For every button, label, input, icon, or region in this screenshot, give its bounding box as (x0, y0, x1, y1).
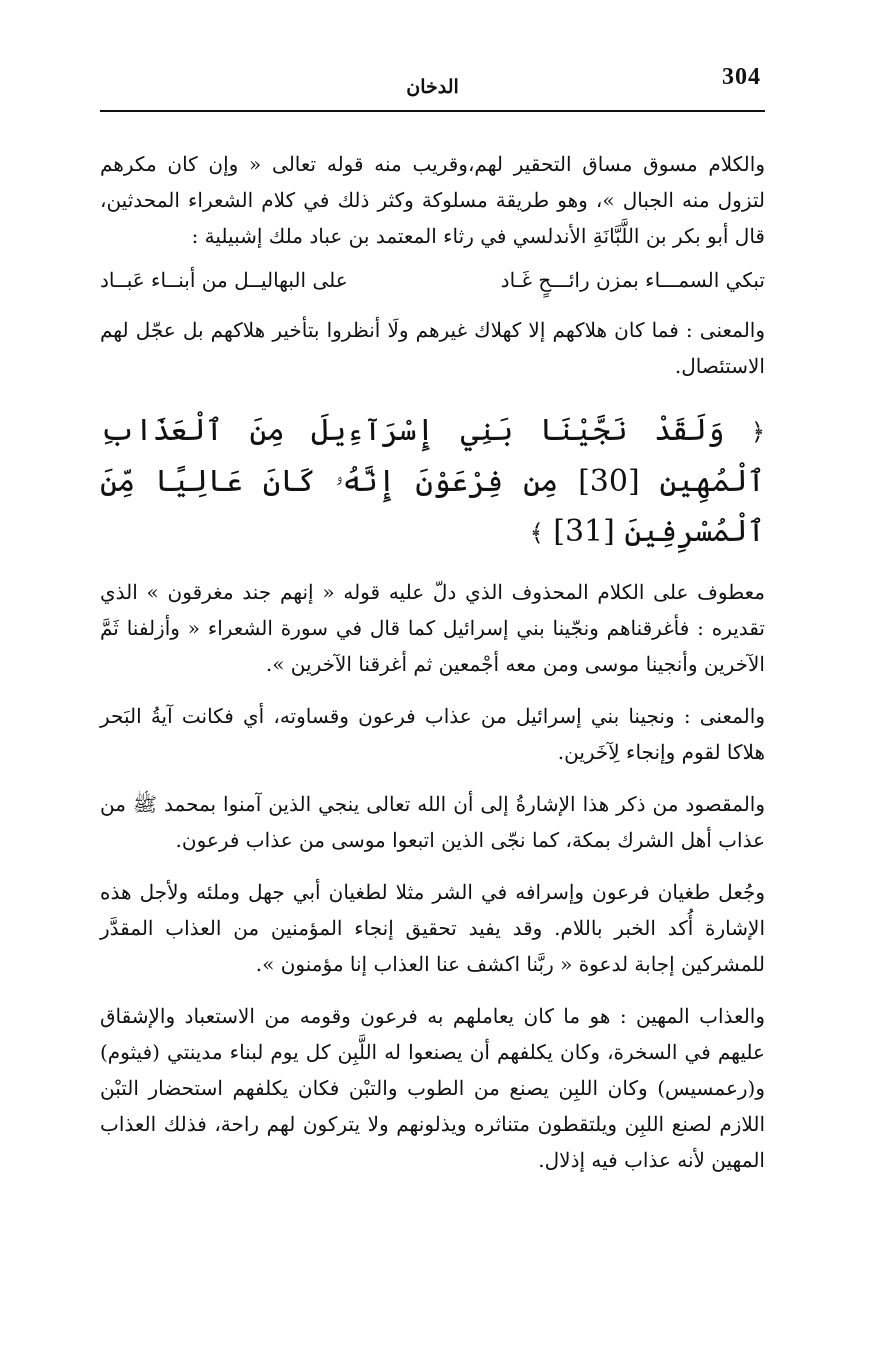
page-body (100, 146, 765, 1194)
paragraph-6: وجُعل طغيان فرعون وإسرافه في الشر مثلا لطغيان أبي جهل وملئه ولأجل هذه الإشارة أُكد الخبر باللام. وقد يفيد تحقيق إنجاء المؤمنين من العذاب المقدَّر للمشركين إجابة لدعوة « ربَّنا اكشف عنا العذاب إنا مؤمنون ». (100, 880, 765, 976)
page-number: 304 (722, 64, 761, 90)
poetry-verse (100, 262, 765, 298)
quran-open-bracket: ﴿ (750, 418, 765, 446)
page-header (100, 60, 765, 110)
paragraph-5: والمقصود من ذكر هذا الإشارةُ إلى أن الله تعالى ينجي الذين آمنوا بمحمد ﷺ من عذاب أهل الشرك بمكة، كما نجّى الذين اتبعوا موسى من عذاب فرعون. (100, 792, 765, 852)
quran-close-bracket: ﴾ (529, 519, 544, 547)
paragraph-3: معطوف على الكلام المحذوف الذي دلّ عليه قوله « إنهم جند مغرقون » الذي تقديره : فأغرقناهم ونجّينا بني إسرائيل كما قال في سورة الشعراء « وأزلفنا ثَمَّ الآخرين وأنجينا موسى ومن معه أجْمعين ثم أغرقنا الآخرين ». (100, 580, 765, 676)
quran-verse-text: وَلَقَدْ نَجَّيْنَا بَنِي إِسْرَآءِيلَ مِنَ ٱلْعَذَابِ ٱلْمُهِينِ [30] مِن فِرْعَوْنَ إِنَّهُۥ كَانَ عَالِيًا مِّنَ ٱلْمُسْرِفِينَ [31] (100, 413, 765, 549)
paragraph-7: والعذاب المهين : هو ما كان يعاملهم به فرعون وقومه من الاستعباد والإشقاق عليهم في السخرة، وكان يكلفهم أن يصنعوا له اللَّبِن كل يوم لبناء مدينتي (فيثوم) و(رعمسيس) وكان اللبِن يصنع من الطوب والتبْن فكان يكلفهم استحضار التبْن اللازم لصنع اللبِن ويلتقطون متناثره ويذلونهم ولا يتركون لهم راحة، فذلك العذاب المهين لأنه عذاب فيه إذلال. (100, 1004, 765, 1172)
paragraph-4: والمعنى : ونجينا بني إسرائيل من عذاب فرعون وقساوته، أي فكانت آيةُ البَحر هلاكا لقوم وإنجاء لِآخَرين. (100, 704, 765, 764)
running-title: الدخان (406, 76, 459, 98)
paragraph-1: والكلام مسوق مساق التحقير لهم،وقريب منه قوله تعالى « وإن كان مكرهم لتزول منه الجبال »، وهو طريقة مسلوكة وكثر ذلك في كلام الشعراء المحدثين، قال أبو بكر بن اللَّبَّانَةِ الأندلسي في رثاء المعتمد بن عباد ملك إشبيلية : (100, 152, 765, 248)
quran-verse (100, 406, 765, 558)
verse-second-hemistich: على البهاليــل من أبنــاء عَبــاد (100, 268, 348, 292)
paragraph-2: والمعنى : فما كان هلاكهم إلا كهلاك غيرهم ولَا أنظروا بتأخير هلاكهم بل عجّل لهم الاستئصال. (100, 318, 765, 378)
header-rule (100, 110, 765, 112)
verse-first-hemistich: تبكي السمـــاء بمزن رائـــحٍ غَـاد (500, 268, 765, 292)
